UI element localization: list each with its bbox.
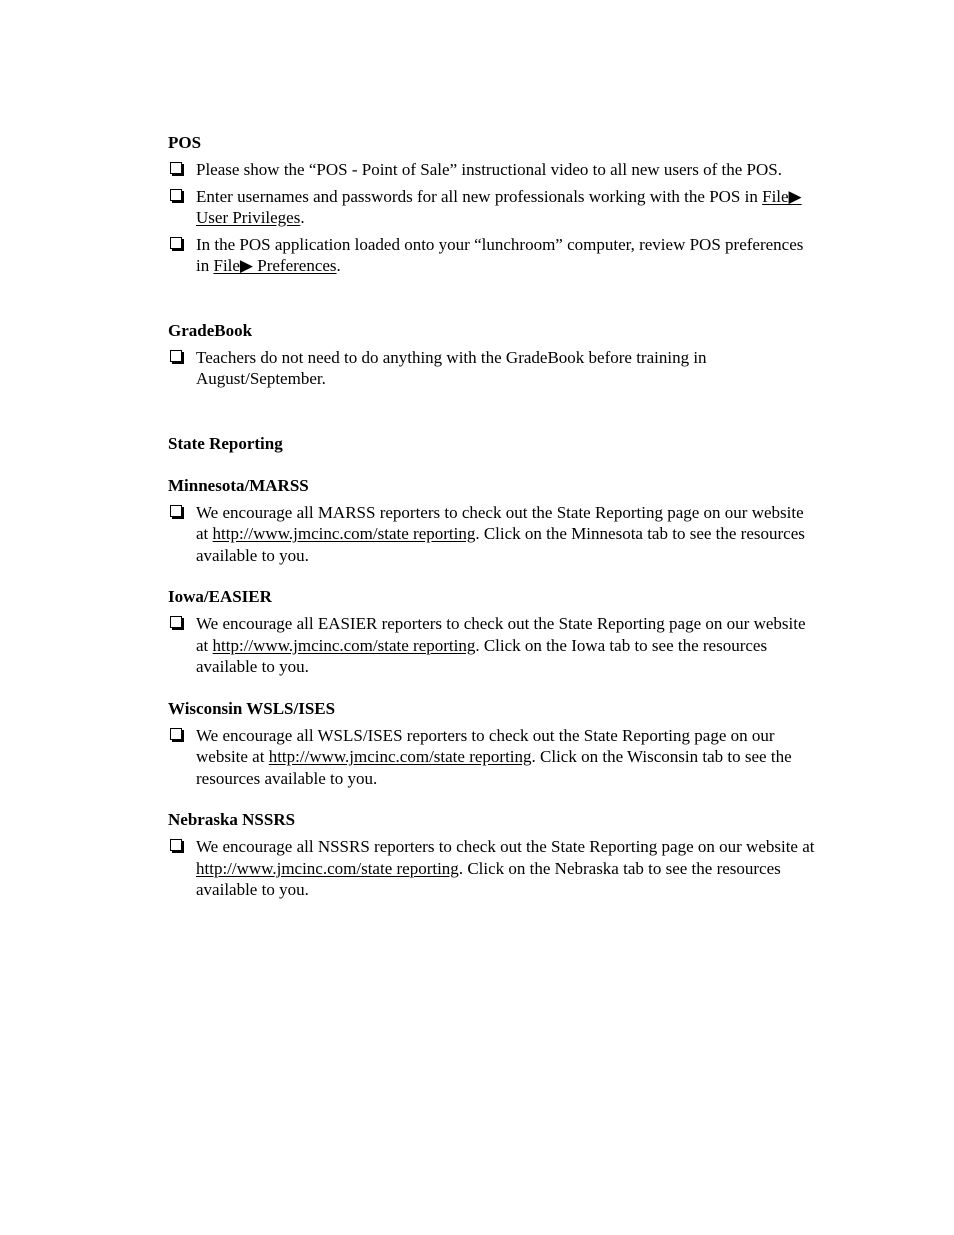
gradebook-heading: GradeBook: [168, 320, 253, 340]
menu-path-preferences: File▶ Preferences: [213, 256, 337, 275]
state-reporting-link[interactable]: http://www.jmcinc.com/state reporting: [268, 747, 532, 766]
item-text-end: .: [300, 208, 305, 227]
item-text: Teachers do not need to do anything with the GradeBook before training in August/September.: [196, 347, 707, 388]
checkbox-icon[interactable]: [170, 237, 182, 249]
iowa-checklist-item: [168, 613, 818, 678]
checkbox-icon[interactable]: [170, 505, 182, 517]
menu-path-user-privileges: File▶ User Privileges: [196, 186, 802, 227]
checkbox-icon[interactable]: [170, 728, 182, 740]
item-text: We encourage all EASIER reporters to check out the State Reporting page on our website at: [196, 614, 806, 655]
iowa-heading: Iowa/EASIER: [168, 587, 272, 606]
item-text: We encourage all MARSS reporters to check out the State Reporting page on our website at: [196, 502, 804, 543]
pos-checklist-item-preferences: [168, 234, 818, 277]
item-text-end: .: [336, 256, 341, 275]
item-text: In the POS application loaded onto your “lunchroom” computer, review POS preferences in: [196, 234, 804, 275]
state-reporting-link[interactable]: http://www.jmcinc.com/state reporting: [212, 635, 476, 655]
state-reporting-link[interactable]: http://www.jmcinc.com/state reporting: [212, 524, 476, 543]
minnesota-heading: Minnesota/MARSS: [168, 475, 309, 495]
nebraska-checklist-item: [168, 836, 818, 901]
gradebook-checklist-item: [168, 347, 818, 390]
checkbox-icon[interactable]: [170, 189, 182, 201]
item-text: Please show the “POS - Point of Sale” instructional video to all new users of the POS.: [196, 160, 782, 179]
pos-heading: POS: [168, 133, 202, 152]
pos-checklist-item-usernames: [168, 186, 818, 229]
checkbox-icon[interactable]: [170, 162, 182, 174]
item-text-end: . Click on the Minnesota tab to see the resources available to you.: [196, 524, 805, 565]
state-reporting-link[interactable]: http://www.jmcinc.com/state reporting: [196, 858, 459, 878]
item-text-end: . Click on the Iowa tab to see the resources available to you.: [196, 635, 768, 676]
wisconsin-heading: Wisconsin WSLS/ISES: [168, 698, 336, 718]
nebraska-heading: Nebraska NSSRS: [168, 810, 296, 829]
item-text-end: . Click on the Wisconsin tab to see the resources available to you.: [196, 747, 792, 788]
item-text: Enter usernames and passwords for all new professionals working with the POS in: [196, 186, 763, 206]
checkbox-icon[interactable]: [170, 616, 182, 628]
checkbox-icon[interactable]: [170, 350, 182, 362]
item-text: We encourage all WSLS/ISES reporters to check out the State Reporting page on our website at: [196, 725, 775, 766]
item-text-end: . Click on the Nebraska tab to see the resources available to you.: [196, 858, 781, 899]
state-reporting-heading: State Reporting: [168, 433, 283, 453]
minnesota-checklist-item: [168, 502, 818, 567]
document-body: [168, 132, 818, 901]
checkbox-icon[interactable]: [170, 839, 182, 851]
item-text: We encourage all NSSRS reporters to check out the State Reporting page on our website at: [196, 837, 815, 856]
pos-checklist-item-video: [168, 159, 818, 181]
wisconsin-checklist-item: [168, 725, 818, 790]
